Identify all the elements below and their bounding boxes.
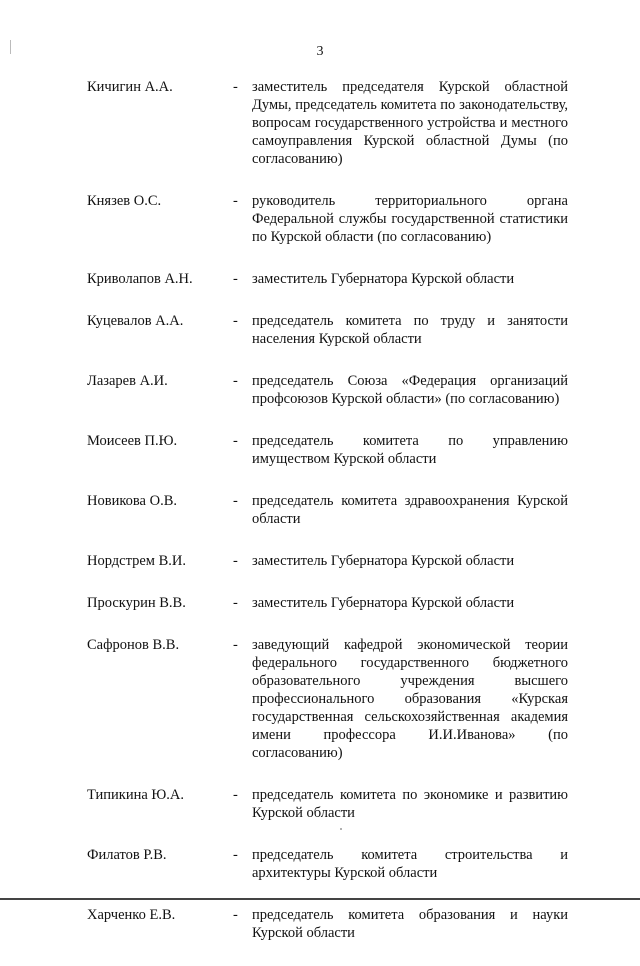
entry-dash: - bbox=[233, 787, 238, 803]
scan-speck bbox=[340, 828, 342, 830]
member-position: заместитель Губернатора Курской области bbox=[252, 271, 515, 287]
member-entry bbox=[0, 906, 640, 942]
member-entry bbox=[0, 786, 640, 822]
page-number: 3 bbox=[316, 44, 324, 59]
entry-dash: - bbox=[233, 553, 238, 569]
scan-edge-mark bbox=[10, 40, 11, 54]
member-name: Нордстрем В.И. bbox=[87, 553, 186, 569]
member-position: руководитель территориального органа Федеральной службы государственной статистики по Курской области (по согласованию) bbox=[252, 193, 568, 245]
member-list bbox=[0, 78, 640, 966]
member-name: Харченко Е.В. bbox=[87, 907, 176, 923]
member-entry bbox=[0, 492, 640, 528]
entry-dash: - bbox=[233, 79, 238, 95]
member-name: Куцевалов А.А. bbox=[87, 313, 184, 329]
member-entry bbox=[0, 312, 640, 348]
entry-dash: - bbox=[233, 907, 238, 923]
member-name: Моисеев П.Ю. bbox=[87, 433, 178, 449]
member-name: Новикова О.В. bbox=[87, 493, 177, 509]
entry-dash: - bbox=[233, 271, 238, 287]
member-entry bbox=[0, 192, 640, 246]
member-position: председатель комитета образования и науки Курской области bbox=[252, 907, 568, 941]
member-position: заместитель Губернатора Курской области bbox=[252, 595, 515, 611]
member-entry bbox=[0, 78, 640, 168]
member-entry bbox=[0, 552, 640, 570]
entry-dash: - bbox=[233, 637, 238, 653]
member-position: председатель комитета по экономике и развитию Курской области bbox=[252, 787, 568, 821]
member-position: председатель комитета по управлению имуществом Курской области bbox=[252, 433, 568, 467]
member-position: заместитель Губернатора Курской области bbox=[252, 553, 515, 569]
scan-bottom-edge bbox=[0, 898, 640, 900]
member-name: Проскурин В.В. bbox=[87, 595, 186, 611]
member-name: Кичигин А.А. bbox=[87, 79, 173, 95]
member-name: Лазарев А.И. bbox=[87, 373, 168, 389]
member-position: заведующий кафедрой экономической теории федерального государственного бюджетного образовательного учреждения высшего профессионального образования «Курская государственная сельскохозяйственная академия имени профессора И.И.Иванова» (по согласованию) bbox=[252, 637, 568, 761]
entry-dash: - bbox=[233, 193, 238, 209]
member-name: Типикина Ю.А. bbox=[87, 787, 185, 803]
entry-dash: - bbox=[233, 493, 238, 509]
entry-dash: - bbox=[233, 313, 238, 329]
member-position: председатель Союза «Федерация организаций профсоюзов Курской области» (по согласованию) bbox=[252, 373, 568, 407]
entry-dash: - bbox=[233, 595, 238, 611]
entry-dash: - bbox=[233, 433, 238, 449]
member-position: заместитель председателя Курской областной Думы, председатель комитета по законодательству, вопросам государственного устройства и местного самоуправления Курской областной Думы (по согласованию) bbox=[252, 79, 568, 167]
member-entry bbox=[0, 636, 640, 762]
member-entry bbox=[0, 846, 640, 882]
entry-dash: - bbox=[233, 373, 238, 389]
entry-dash: - bbox=[233, 847, 238, 863]
member-entry bbox=[0, 432, 640, 468]
member-position: председатель комитета здравоохранения Курской области bbox=[252, 493, 568, 527]
member-entry bbox=[0, 270, 640, 288]
member-name: Сафронов В.В. bbox=[87, 637, 180, 653]
member-name: Филатов Р.В. bbox=[87, 847, 167, 863]
member-position: председатель комитета строительства и архитектуры Курской области bbox=[252, 847, 568, 881]
member-entry bbox=[0, 372, 640, 408]
member-position: председатель комитета по труду и занятости населения Курской области bbox=[252, 313, 568, 347]
member-name: Князев О.С. bbox=[87, 193, 162, 209]
member-entry bbox=[0, 594, 640, 612]
member-name: Криволапов А.Н. bbox=[87, 271, 193, 287]
